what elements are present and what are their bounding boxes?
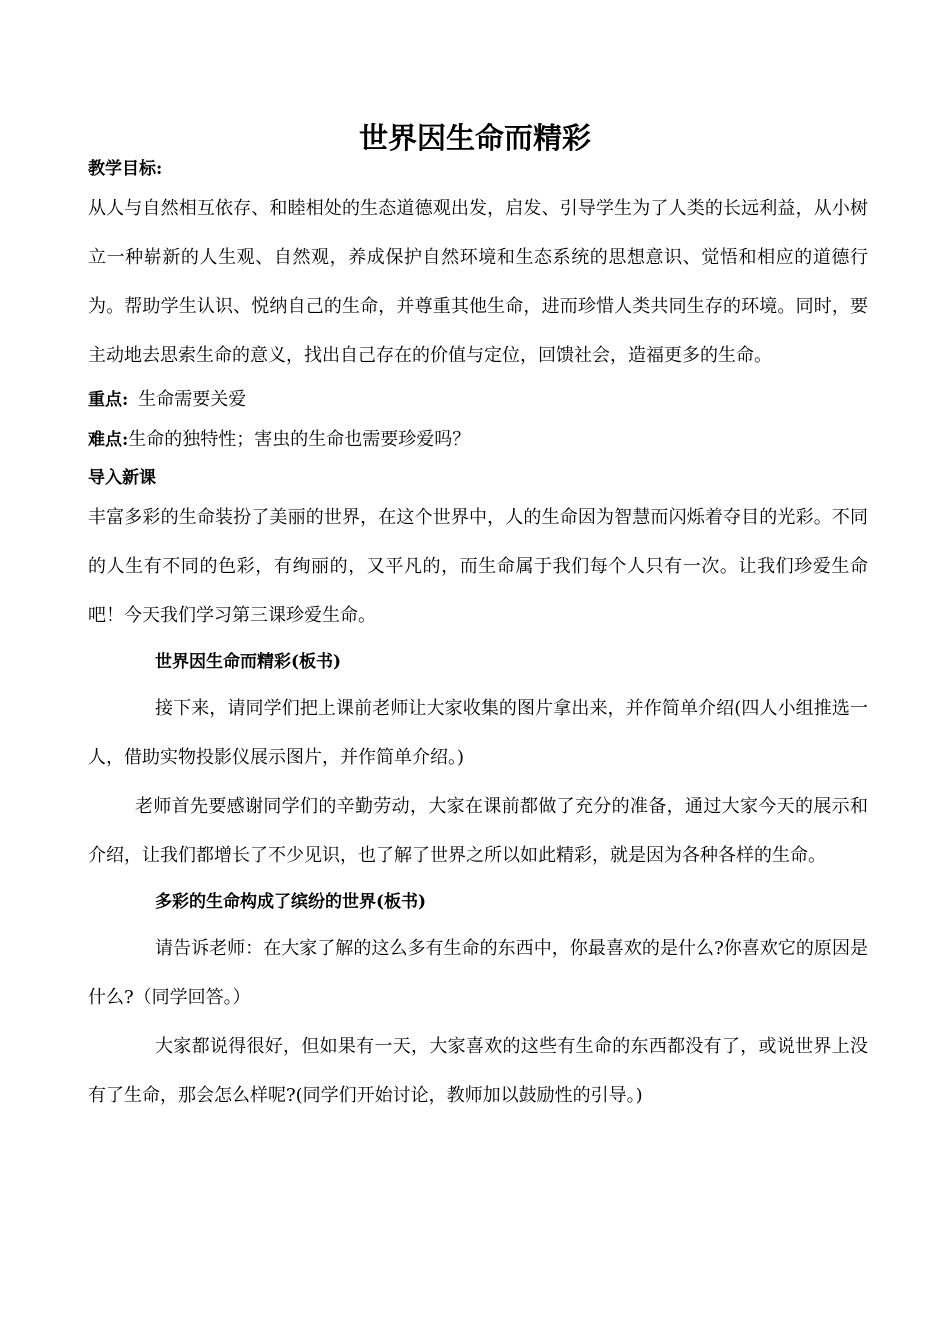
ask-paragraph: 请告诉老师：在大家了解的这么多有生命的东西中，你最喜欢的是什么?你喜欢它的原因是什么?（同学回答。） [88, 938, 868, 1008]
objectives-paragraph: 从人与自然相互依存、和睦相处的生态道德观出发，启发、引导学生为了人类的长远利益，从小树立一种崭新的人生观、自然观，养成保护自然环境和生态系统的思想意识、觉悟和相应的道德行为。帮助学生认识、悦纳自己的生命，并尊重其他生命，进而珍惜人类共同生存的环境。同时，要主动地去思索生命的意义，找出自己存在的价值与定位，回馈社会，造福更多的生命。 [88, 198, 868, 366]
collect-paragraph: 接下来，请同学们把上课前老师让大家收集的图片拿出来，并作简单介绍(四人小组推选一人，借助实物投影仪展示图片，并作简单介绍。) [88, 698, 868, 768]
document-title: 世界因生命而精彩 [358, 121, 591, 155]
thanks-paragraph: 老师首先要感谢同学们的辛勤劳动，大家在课前都做了充分的准备，通过大家今天的展示和介绍，让我们都增长了不少见识，也了解了世界之所以如此精彩，就是因为各种各样的生命。 [88, 796, 868, 866]
board-heading-1: 世界因生命而精彩(板书) [155, 652, 342, 672]
key-point-text: 生命需要关爱 [138, 389, 247, 410]
document-body [88, 154, 868, 1120]
board-heading-2: 多彩的生命构成了缤纷的世界(板书) [155, 892, 427, 912]
intro-heading: 导入新课 [88, 468, 156, 488]
objectives-heading: 教学目标: [88, 159, 163, 179]
difficulty-label: 难点: [88, 430, 129, 450]
difficulty-text: 生命的独特性；害虫的生命也需要珍爱吗？ [128, 429, 471, 450]
key-point-label: 重点: [88, 390, 129, 410]
discuss-paragraph: 大家都说得很好，但如果有一天，大家喜欢的这些有生命的东西都没有了，或说世界上没有了生命，那会怎么样呢?(同学们开始讨论，教师加以鼓励性的引导。) [88, 1036, 868, 1106]
intro-paragraph: 丰富多彩的生命装扮了美丽的世界，在这个世界中，人的生命因为智慧而闪烁着夺目的光彩。不同的人生有不同的色彩，有绚丽的，又平凡的，而生命属于我们每个人只有一次。让我们珍爱生命吧！今天我们学习第三课珍爱生命。 [88, 507, 868, 626]
key-point-row [88, 380, 868, 420]
difficulty-row [88, 420, 868, 460]
